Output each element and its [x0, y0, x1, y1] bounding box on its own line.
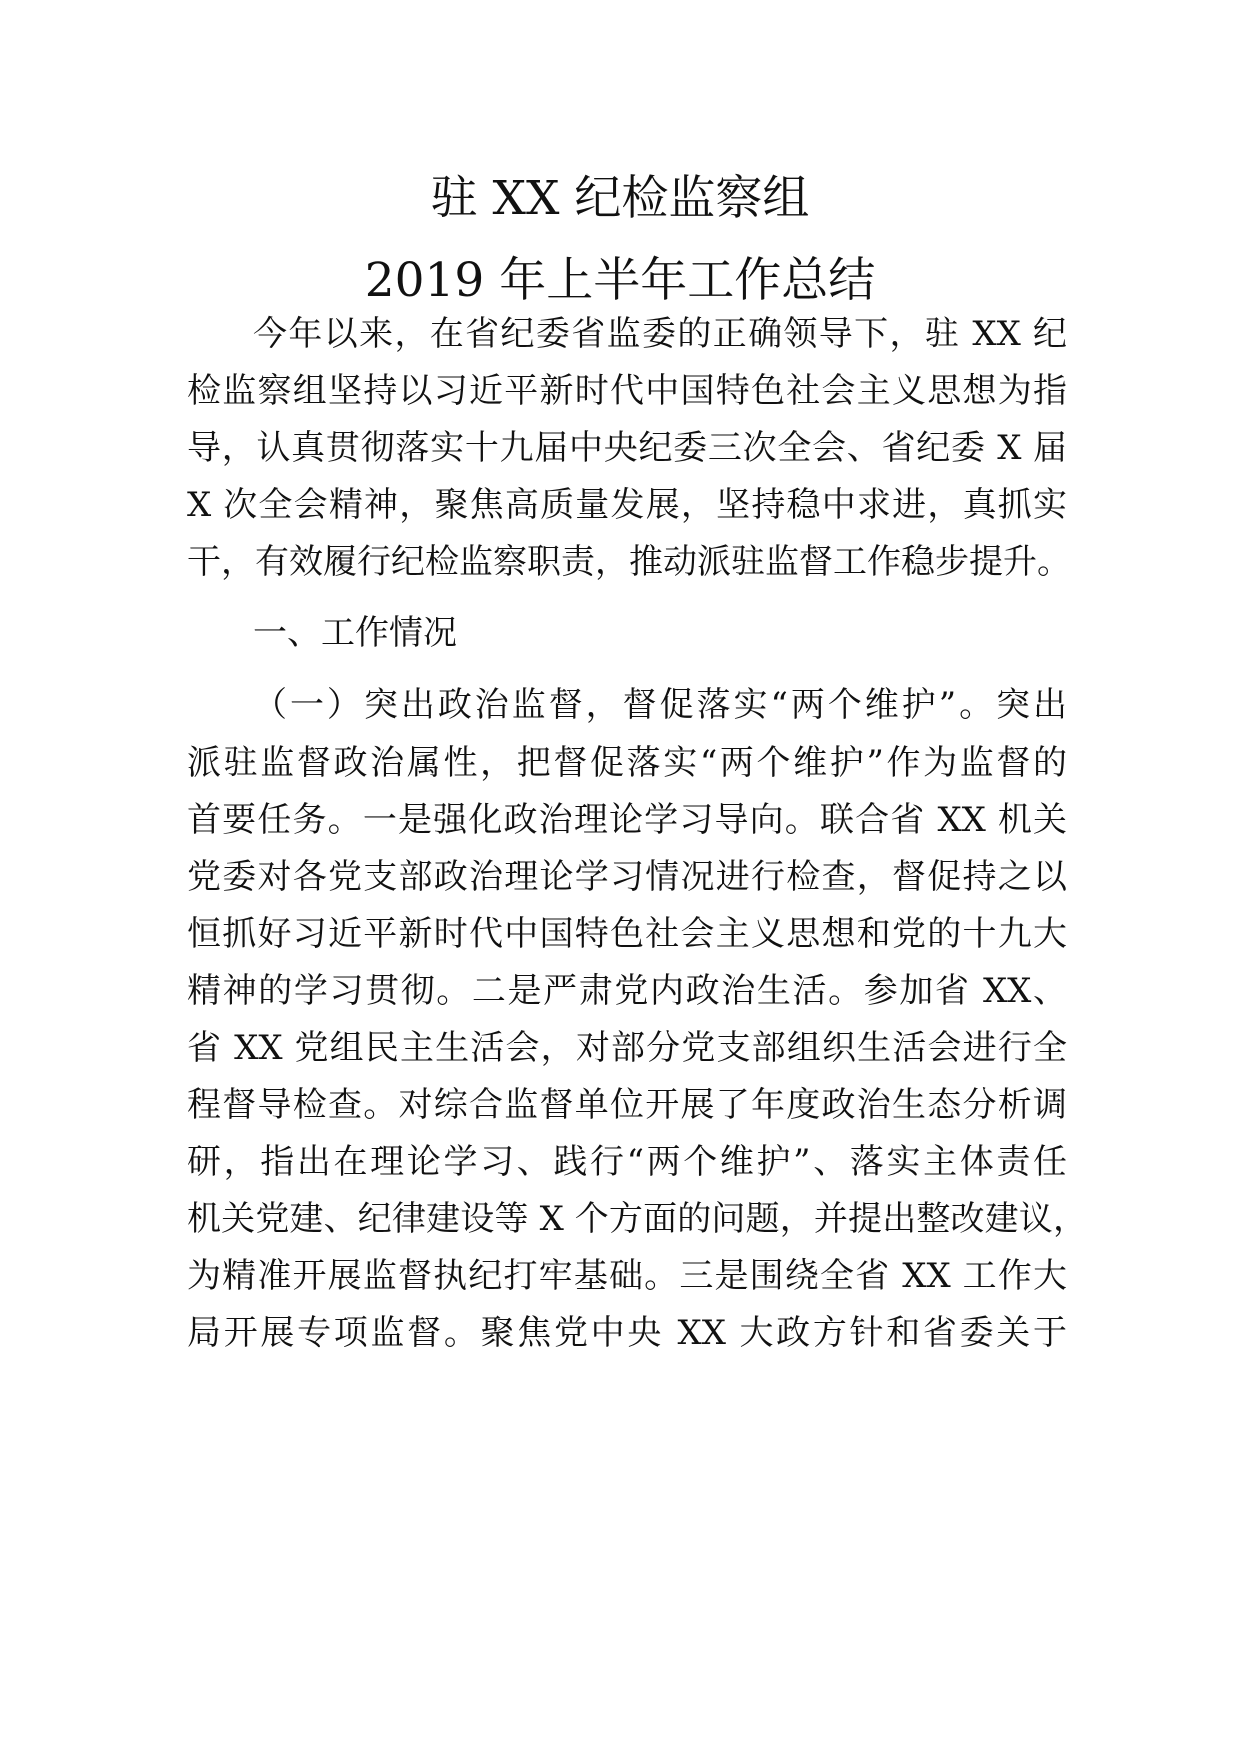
intro-line-2: 检监察组坚持以习近平新时代中国特色社会主义思想为指: [187, 371, 1067, 411]
intro-line-5: 干，有效履行纪检监察职责，推动派驻监督工作稳步提升。: [187, 542, 1071, 582]
section-heading: 一、工作情况: [253, 613, 457, 653]
body-line-1: （一）突出政治监督，督促落实“两个维护”。突出: [253, 685, 1067, 725]
body-line-9: 研，指出在理论学习、践行“两个维护”、落实主体责任: [187, 1142, 1067, 1182]
body-line-4: 党委对各党支部政治理论学习情况进行检查，督促持之以: [187, 857, 1067, 897]
body-line-10: 机关党建、纪律建设等 X 个方面的问题，并提出整改建议，: [187, 1199, 1087, 1239]
body-line-12: 局开展专项监督。聚焦党中央 XX 大政方针和省委关于: [187, 1313, 1067, 1353]
body-line-5: 恒抓好习近平新时代中国特色社会主义思想和党的十九大: [187, 914, 1067, 954]
body-line-7: 省 XX 党组民主生活会，对部分党支部组织生活会进行全: [187, 1028, 1067, 1068]
body-line-2: 派驻监督政治属性，把督促落实“两个维护”作为监督的: [187, 743, 1067, 783]
intro-line-3: 导，认真贯彻落实十九届中央纪委三次全会、省纪委 X 届: [187, 428, 1067, 468]
intro-line-1: 今年以来，在省纪委省监委的正确领导下，驻 XX 纪: [253, 314, 1067, 354]
body-line-11: 为精准开展监督执纪打牢基础。三是围绕全省 XX 工作大: [187, 1256, 1067, 1296]
body-line-8: 程督导检查。对综合监督单位开展了年度政治生态分析调: [187, 1085, 1067, 1125]
document-title-line-2: 2019 年上半年工作总结: [364, 253, 876, 308]
intro-line-4: X 次全会精神，聚焦高质量发展，坚持稳中求进，真抓实: [187, 485, 1067, 525]
body-line-3: 首要任务。一是强化政治理论学习导向。联合省 XX 机关: [187, 800, 1067, 840]
document-title-line-1: 驻 XX 纪检监察组: [430, 171, 810, 226]
body-line-6: 精神的学习贯彻。二是严肃党内政治生活。参加省 XX、: [187, 971, 1067, 1011]
